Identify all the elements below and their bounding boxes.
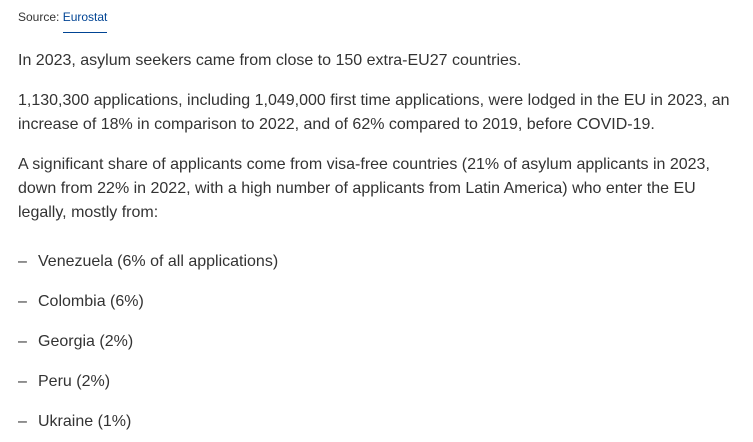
list-dash: – — [18, 253, 27, 270]
list-item — [18, 290, 278, 330]
paragraph-applications: 1,130,300 applications, including 1,049,000 first time applications, were lodged in the EU in 2023, an increase of 18% in comparison to 2022, and of 62% compared to 2019, before COVID-19. — [18, 92, 730, 133]
source-line — [18, 9, 107, 33]
paragraph-countries: In 2023, asylum seekers came from close to 150 extra-EU27 countries. — [18, 52, 522, 69]
list-item-text: Georgia (2%) — [38, 333, 134, 350]
list-item-text: Venezuela (6% of all applications) — [38, 253, 279, 270]
list-dash: – — [18, 373, 27, 390]
list-item — [18, 250, 278, 290]
list-item-text: Ukraine (1%) — [38, 413, 132, 430]
country-list — [18, 250, 278, 442]
list-item-text: Peru (2%) — [38, 373, 111, 390]
source-link-eurostat[interactable]: Eurostat — [63, 9, 108, 33]
list-item — [18, 410, 278, 442]
list-dash: – — [18, 293, 27, 310]
list-item-text: Colombia (6%) — [38, 293, 144, 310]
list-item — [18, 370, 278, 410]
list-item — [18, 330, 278, 370]
paragraph-visa-free: A significant share of applicants come from visa-free countries (21% of asylum applicants in 2023, down from 22% in 2022, with a high number of applicants from Latin America) who enter the EU legally, mostly from: — [18, 156, 710, 221]
list-dash: – — [18, 413, 27, 430]
list-dash: – — [18, 333, 27, 350]
source-label: Source: — [18, 10, 63, 24]
